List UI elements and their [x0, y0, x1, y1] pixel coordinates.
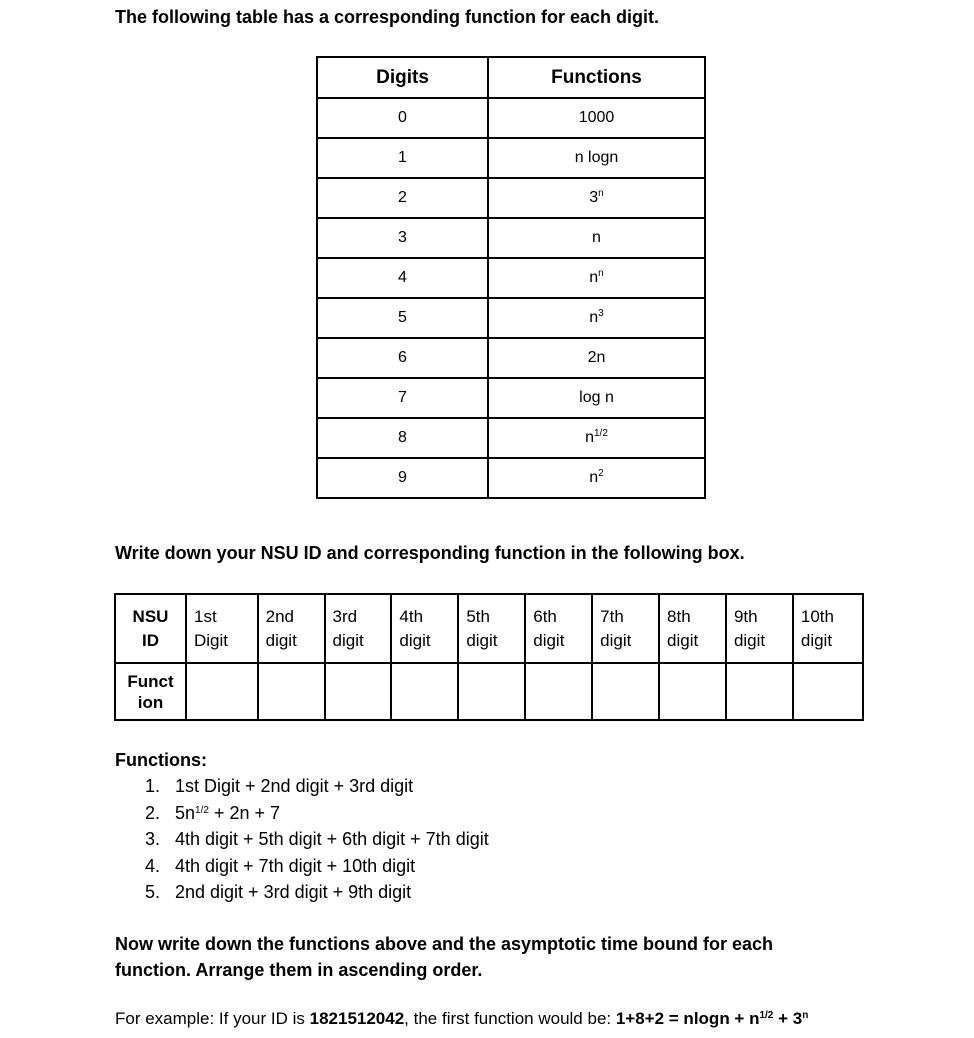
list-text: + 2n + 7	[208, 802, 280, 823]
function-base: n	[585, 429, 594, 446]
col-label-line2: Digit	[194, 630, 229, 650]
digit-cell: 2	[317, 178, 488, 218]
digit-cell: 1	[317, 138, 488, 178]
list-number: 4.	[145, 855, 161, 876]
function-cell	[488, 98, 705, 138]
function-cell-8[interactable]	[659, 663, 726, 720]
list-item	[145, 879, 489, 906]
example-prefix: For example: If your ID is	[115, 1009, 310, 1028]
id-row	[115, 594, 863, 663]
function-cell	[488, 138, 705, 178]
list-number: 3.	[145, 829, 161, 849]
function-base: n	[589, 309, 599, 326]
list-number: 2.	[145, 802, 161, 823]
example-superscript: 1/2	[759, 1010, 774, 1021]
list-text: 4th digit + 7th digit + 10th digit	[175, 855, 416, 876]
id-digit-8[interactable]	[659, 594, 726, 663]
function-cell	[488, 338, 705, 378]
table-row	[317, 338, 705, 378]
function-cell-9[interactable]	[726, 663, 793, 720]
digit-function-table	[316, 56, 706, 499]
function-label	[115, 663, 186, 720]
function-base: 2n	[587, 349, 606, 366]
function-exponent: 3	[598, 308, 604, 319]
function-cell-1[interactable]	[186, 663, 258, 720]
functions-list	[145, 773, 489, 906]
col-label-line2: digit	[667, 630, 699, 650]
function-cell	[488, 218, 705, 258]
function-base: n	[589, 469, 599, 486]
id-digit-1[interactable]	[186, 594, 258, 663]
final-heading-line2: function. Arrange them in ascending order.	[115, 960, 483, 980]
id-digit-5[interactable]	[458, 594, 525, 663]
digit-cell: 8	[317, 418, 488, 458]
function-cell-4[interactable]	[391, 663, 458, 720]
id-digit-9[interactable]	[726, 594, 793, 663]
table-row	[317, 418, 705, 458]
function-base: n	[589, 269, 599, 286]
id-heading: Write down your NSU ID and corresponding function in the following box.	[115, 543, 745, 563]
function-base: log n	[579, 389, 614, 406]
col-label-line1: 9th	[733, 606, 758, 626]
digit-cell: 9	[317, 458, 488, 498]
id-digit-7[interactable]	[592, 594, 659, 663]
function-base: n logn	[574, 149, 619, 166]
col-label-line1: 5th	[466, 606, 490, 626]
list-text: 1st Digit + 2nd digit + 3rd digit	[175, 776, 414, 796]
table-row	[317, 218, 705, 258]
function-cell	[488, 298, 705, 338]
col-label-line2: digit	[733, 630, 766, 650]
col-label-line2: digit	[399, 630, 431, 650]
function-cell-7[interactable]	[592, 663, 659, 720]
digit-cell: 3	[317, 218, 488, 258]
digit-cell: 4	[317, 258, 488, 298]
function-cell	[488, 418, 705, 458]
col-label-line1: 7th	[600, 606, 624, 626]
digit-table-header-row	[317, 57, 705, 98]
table-row	[317, 378, 705, 418]
example-answer: + 3	[773, 1009, 803, 1028]
function-row	[115, 663, 863, 720]
col-label-line2: digit	[600, 630, 632, 650]
col-label-line1: 4th	[399, 606, 424, 626]
example-middle: , the first function would be:	[404, 1009, 616, 1028]
function-exponent: 1/2	[594, 428, 608, 439]
id-digit-10[interactable]	[793, 594, 863, 663]
function-base: 1000	[578, 109, 615, 126]
nsu-id-label-line1: NSU	[132, 606, 169, 626]
id-digit-4[interactable]	[391, 594, 458, 663]
example-superscript: n	[802, 1010, 809, 1021]
nsu-id-table	[114, 593, 864, 721]
example-text	[115, 1007, 808, 1031]
function-cell-2[interactable]	[258, 663, 325, 720]
col-label-line2: digit	[533, 630, 565, 650]
digit-cell: 5	[317, 298, 488, 338]
list-number: 5.	[145, 882, 161, 902]
functions-heading: Functions:	[115, 750, 207, 770]
digit-cell: 0	[317, 98, 488, 138]
list-item	[145, 773, 489, 800]
function-label-line1: Funct	[127, 671, 174, 691]
function-cell	[488, 378, 705, 418]
function-cell-10[interactable]	[793, 663, 863, 720]
list-text: 5n	[175, 802, 196, 823]
table-row	[317, 138, 705, 178]
function-cell	[488, 458, 705, 498]
col-label-line2: digit	[265, 630, 297, 650]
id-digit-6[interactable]	[525, 594, 592, 663]
col-label-line2: digit	[800, 630, 833, 650]
table-row	[317, 98, 705, 138]
function-exponent: n	[598, 188, 604, 199]
final-heading-line1: Now write down the functions above and the asymptotic time bound for each	[115, 934, 774, 954]
id-digit-2[interactable]	[258, 594, 325, 663]
function-cell-5[interactable]	[458, 663, 525, 720]
functions-column-header: Functions	[488, 57, 705, 98]
function-label-line2: ion	[137, 692, 164, 712]
final-heading	[115, 932, 935, 982]
intro-heading: The following table has a corresponding function for each digit.	[115, 7, 660, 27]
function-base: 3	[589, 189, 599, 206]
digit-cell: 6	[317, 338, 488, 378]
col-label-line1: 2nd	[265, 606, 294, 626]
nsu-id-label-line2: ID	[142, 630, 159, 650]
col-label-line1: 6th	[533, 606, 557, 626]
function-cell-3[interactable]	[325, 663, 392, 720]
example-answer: 1+8+2 = nlogn + n	[615, 1009, 760, 1028]
col-label-line2: digit	[332, 630, 364, 650]
function-base: n	[592, 229, 601, 246]
id-digit-3[interactable]	[325, 594, 392, 663]
col-label-line1: 10th	[800, 606, 834, 626]
list-text: 2nd digit + 3rd digit + 9th digit	[175, 882, 412, 902]
example-id: 1821512042	[309, 1009, 405, 1028]
function-cell	[488, 258, 705, 298]
col-label-line1: 8th	[667, 606, 691, 626]
col-label-line1: 1st	[194, 606, 217, 626]
table-row	[317, 258, 705, 298]
function-exponent: n	[598, 268, 604, 279]
table-row	[317, 458, 705, 498]
table-row	[317, 298, 705, 338]
digits-column-header: Digits	[317, 57, 488, 98]
function-cell-6[interactable]	[525, 663, 592, 720]
nsu-id-label	[115, 594, 186, 663]
col-label-line1: 3rd	[332, 606, 358, 626]
col-label-line2: digit	[466, 630, 498, 650]
digit-cell: 7	[317, 378, 488, 418]
function-exponent: 2	[598, 468, 604, 479]
list-superscript: 1/2	[195, 804, 209, 816]
list-number: 1.	[145, 776, 161, 796]
function-cell	[488, 178, 705, 218]
list-item	[145, 853, 489, 880]
list-text: 4th digit + 5th digit + 6th digit + 7th digit	[175, 829, 489, 849]
list-item	[145, 826, 489, 853]
table-row	[317, 178, 705, 218]
list-item	[145, 800, 489, 827]
